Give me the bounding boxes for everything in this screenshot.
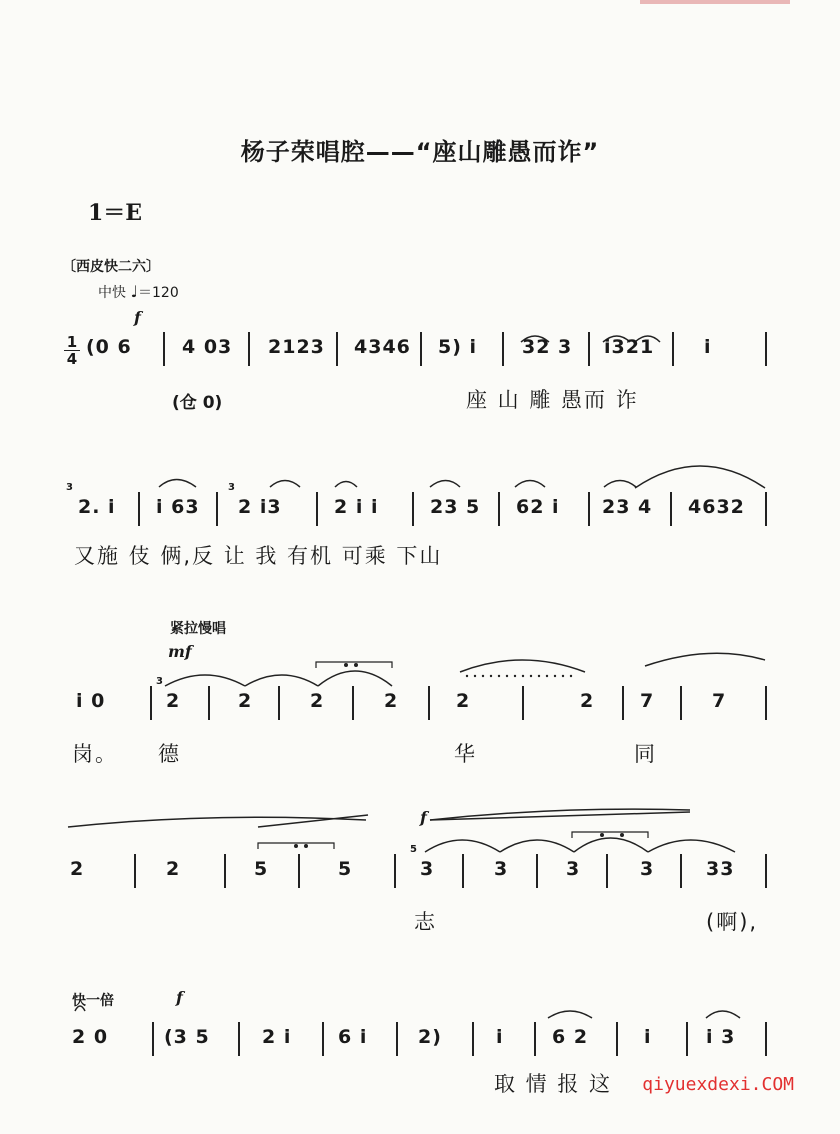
measure: i [704, 336, 712, 358]
measure: 2 0 [72, 1026, 109, 1048]
barline [498, 492, 500, 526]
measure: 2. i [78, 496, 116, 518]
measure: 6 i [338, 1026, 368, 1048]
barline [686, 1022, 688, 1056]
time-signature [64, 334, 80, 367]
measure: 23 5 [430, 496, 481, 518]
section-label: 〔西皮快二六〕 [62, 259, 160, 275]
measure: (0 6 [86, 336, 132, 358]
measure: 2 [310, 690, 325, 712]
lyrics: 取 情 报 这 [494, 1072, 613, 1096]
measure: 4632 [688, 496, 745, 518]
lyric: 华 [454, 742, 477, 766]
barline [134, 854, 136, 888]
measure: i 3 [706, 1026, 736, 1048]
measure: 2 [238, 690, 253, 712]
barline [670, 492, 672, 526]
measure: 2 i [262, 1026, 292, 1048]
barline [152, 1022, 154, 1056]
lyric: 志 [414, 910, 437, 934]
barline [150, 686, 152, 720]
watermark: qiyuexdexi.COM [642, 1074, 794, 1095]
page-title: 杨子荣唱腔——“座山雕愚而诈” [240, 138, 600, 166]
measure: 33 [706, 858, 735, 880]
grace-note: 3 [156, 676, 163, 687]
barline [248, 332, 250, 366]
measure: 2 [580, 690, 595, 712]
measure: 2123 [268, 336, 325, 358]
measure: 2 i3 [238, 496, 282, 518]
barline [680, 686, 682, 720]
barline [298, 854, 300, 888]
tempo-marking [98, 282, 179, 302]
measure: 3 [494, 858, 509, 880]
grace-note: 3 [66, 482, 73, 493]
lyric: 岗。 [72, 742, 118, 766]
measure: 7 [712, 690, 727, 712]
barline [765, 492, 767, 526]
barline [352, 686, 354, 720]
barline [238, 1022, 240, 1056]
measure: 5) i [438, 336, 478, 358]
barline [616, 1022, 618, 1056]
barline [462, 854, 464, 888]
measure: 2 [166, 690, 181, 712]
measure: 62 i [516, 496, 560, 518]
barline [765, 854, 767, 888]
grace-note: 3 [228, 482, 235, 493]
barline [316, 492, 318, 526]
barline [428, 686, 430, 720]
measure: 3 [566, 858, 581, 880]
barline [522, 686, 524, 720]
measure: 5 [338, 858, 353, 880]
measure: 3 [640, 858, 655, 880]
performance-direction: 紧拉慢唱 [170, 621, 226, 637]
key-signature: 1＝E [88, 200, 143, 226]
barline [224, 854, 226, 888]
measure: i 63 [156, 496, 200, 518]
barline [680, 854, 682, 888]
performance-direction: 快一倍 [72, 993, 114, 1009]
barline [412, 492, 414, 526]
barline [278, 686, 280, 720]
barline [588, 492, 590, 526]
measure: 4346 [354, 336, 411, 358]
barline [765, 1022, 767, 1056]
measure: 7 [640, 690, 655, 712]
barline [536, 854, 538, 888]
measure: 3 [420, 858, 435, 880]
measure: i [496, 1026, 504, 1048]
measure: i 0 [76, 690, 106, 712]
dynamic-forte: f [420, 808, 427, 827]
dynamic-forte: f [176, 988, 183, 1007]
lyric: 同 [634, 742, 657, 766]
tempo-bpm: ＝120 [138, 285, 179, 301]
barline [396, 1022, 398, 1056]
lyrics: 座 山 雕 愚而 诈 [466, 388, 639, 412]
measure: 23 4 [602, 496, 653, 518]
grace-note: 5 [410, 844, 417, 855]
measure: i [644, 1026, 652, 1048]
barline [765, 686, 767, 720]
tempo-label: 中快 [98, 285, 126, 301]
barline [394, 854, 396, 888]
barline [765, 332, 767, 366]
barline [534, 1022, 536, 1056]
barline [163, 332, 165, 366]
measure: 2 [384, 690, 399, 712]
percussion-cue: (仓 0) [172, 393, 223, 413]
barline [472, 1022, 474, 1056]
measure: 5 [254, 858, 269, 880]
lyric: 德 [158, 742, 181, 766]
measure: 4 03 [182, 336, 233, 358]
measure: 2) [418, 1026, 442, 1048]
barline [606, 854, 608, 888]
measure: 2 i i [334, 496, 379, 518]
measure: i321 [604, 336, 655, 358]
barline [138, 492, 140, 526]
barline [622, 686, 624, 720]
dynamic-forte: f [134, 308, 141, 327]
measure: (3 5 [164, 1026, 210, 1048]
measure: 32 3 [522, 336, 573, 358]
time-signature-top: 1 [64, 334, 80, 351]
measure: 2 [70, 858, 85, 880]
barline [420, 332, 422, 366]
quarter-note-icon: ♩ [130, 282, 138, 301]
barline [502, 332, 504, 366]
measure: 6 2 [552, 1026, 589, 1048]
barline [588, 332, 590, 366]
barline [208, 686, 210, 720]
time-signature-bottom: 4 [66, 350, 78, 368]
barline [336, 332, 338, 366]
lyrics: 又施 伎 俩,反 让 我 有机 可乘 下山 [74, 544, 443, 568]
barline [216, 492, 218, 526]
dynamic-mezzo-forte: mf [168, 642, 192, 661]
barline [322, 1022, 324, 1056]
measure: 2 [166, 858, 181, 880]
barline [672, 332, 674, 366]
lyric: (啊), [706, 910, 759, 934]
corner-stain [640, 0, 790, 4]
measure: 2 [456, 690, 471, 712]
